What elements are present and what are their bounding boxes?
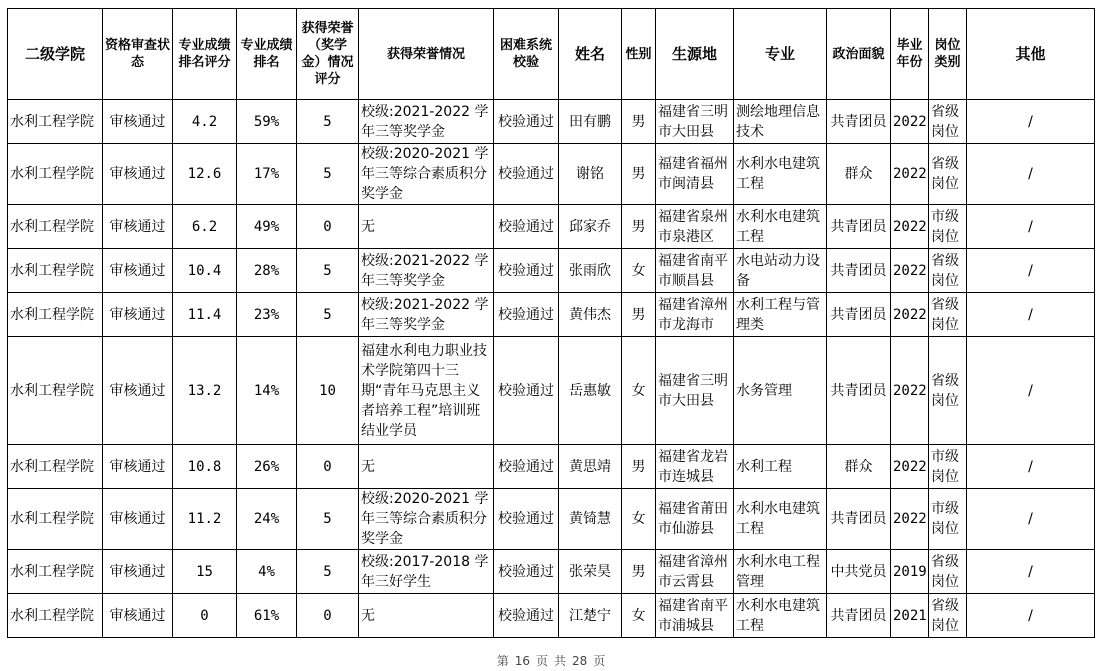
cell-honor: 校级:2020-2021 学年三等综合素质积分奖学金 bbox=[359, 489, 494, 550]
cell-rank: 59% bbox=[237, 100, 297, 144]
cell-post-type: 省级岗位 bbox=[929, 144, 967, 205]
cell-rank: 24% bbox=[237, 489, 297, 550]
cell-gender: 女 bbox=[622, 337, 656, 445]
table-row bbox=[8, 293, 1095, 337]
cell-political: 共青团员 bbox=[827, 337, 891, 445]
cell-origin: 福建省漳州市云霄县 bbox=[656, 550, 734, 594]
cell-gender: 女 bbox=[622, 594, 656, 638]
cell-post-type: 市级岗位 bbox=[929, 489, 967, 550]
cell-college: 水利工程学院 bbox=[8, 337, 103, 445]
cell-name: 张雨欣 bbox=[559, 249, 622, 293]
cell-college: 水利工程学院 bbox=[8, 293, 103, 337]
cell-honor-score: 5 bbox=[297, 100, 359, 144]
cell-grad-year: 2019 bbox=[891, 550, 929, 594]
cell-college: 水利工程学院 bbox=[8, 550, 103, 594]
cell-major: 水利水电建筑工程 bbox=[734, 489, 827, 550]
cell-review-status: 审核通过 bbox=[103, 594, 173, 638]
cell-college: 水利工程学院 bbox=[8, 489, 103, 550]
cell-gender: 男 bbox=[622, 144, 656, 205]
cell-grad-year: 2022 bbox=[891, 144, 929, 205]
table-body bbox=[8, 100, 1095, 638]
cell-honor: 校级:2021-2022 学年三等奖学金 bbox=[359, 293, 494, 337]
cell-origin: 福建省漳州市龙海市 bbox=[656, 293, 734, 337]
cell-rank: 28% bbox=[237, 249, 297, 293]
cell-poverty-check: 校验通过 bbox=[494, 489, 559, 550]
cell-review-status: 审核通过 bbox=[103, 293, 173, 337]
cell-poverty-check: 校验通过 bbox=[494, 293, 559, 337]
candidate-table bbox=[7, 8, 1095, 638]
cell-major: 水利水电工程管理 bbox=[734, 550, 827, 594]
cell-political: 共青团员 bbox=[827, 205, 891, 249]
cell-rank: 14% bbox=[237, 337, 297, 445]
cell-name: 邱家乔 bbox=[559, 205, 622, 249]
page-footer bbox=[0, 652, 1102, 669]
table-row bbox=[8, 205, 1095, 249]
table-row bbox=[8, 594, 1095, 638]
cell-honor-score: 0 bbox=[297, 594, 359, 638]
cell-college: 水利工程学院 bbox=[8, 594, 103, 638]
cell-honor: 无 bbox=[359, 594, 494, 638]
cell-other: / bbox=[967, 100, 1095, 144]
cell-college: 水利工程学院 bbox=[8, 205, 103, 249]
cell-review-status: 审核通过 bbox=[103, 337, 173, 445]
cell-gender: 男 bbox=[622, 100, 656, 144]
cell-other: / bbox=[967, 489, 1095, 550]
cell-name: 岳惠敏 bbox=[559, 337, 622, 445]
cell-rank-score: 11.4 bbox=[173, 293, 237, 337]
cell-other: / bbox=[967, 550, 1095, 594]
footer-total-pages: 28 bbox=[572, 654, 588, 668]
cell-honor-score: 5 bbox=[297, 293, 359, 337]
cell-name: 谢铭 bbox=[559, 144, 622, 205]
header-political: 政治面貌 bbox=[827, 9, 891, 100]
cell-poverty-check: 校验通过 bbox=[494, 594, 559, 638]
cell-origin: 福建省南平市顺昌县 bbox=[656, 249, 734, 293]
cell-name: 黄思靖 bbox=[559, 445, 622, 489]
cell-origin: 福建省龙岩市连城县 bbox=[656, 445, 734, 489]
cell-other: / bbox=[967, 205, 1095, 249]
cell-grad-year: 2022 bbox=[891, 249, 929, 293]
cell-post-type: 省级岗位 bbox=[929, 594, 967, 638]
cell-college: 水利工程学院 bbox=[8, 144, 103, 205]
header-review-status: 资格审查状态 bbox=[103, 9, 173, 100]
header-post-type: 岗位类别 bbox=[929, 9, 967, 100]
cell-post-type: 省级岗位 bbox=[929, 293, 967, 337]
cell-name: 黄伟杰 bbox=[559, 293, 622, 337]
cell-rank: 4% bbox=[237, 550, 297, 594]
table-row bbox=[8, 550, 1095, 594]
cell-major: 水利水电建筑工程 bbox=[734, 205, 827, 249]
cell-rank-score: 0 bbox=[173, 594, 237, 638]
cell-gender: 男 bbox=[622, 550, 656, 594]
cell-origin: 福建省莆田市仙游县 bbox=[656, 489, 734, 550]
cell-major: 水务管理 bbox=[734, 337, 827, 445]
cell-post-type: 省级岗位 bbox=[929, 100, 967, 144]
cell-major: 水利水电建筑工程 bbox=[734, 144, 827, 205]
header-origin: 生源地 bbox=[656, 9, 734, 100]
cell-honor: 福建水利电力职业技术学院第四十三期“青年马克思主义者培养工程”培训班结业学员 bbox=[359, 337, 494, 445]
header-major: 专业 bbox=[734, 9, 827, 100]
cell-grad-year: 2022 bbox=[891, 100, 929, 144]
header-gender: 性别 bbox=[622, 9, 656, 100]
cell-grad-year: 2022 bbox=[891, 445, 929, 489]
cell-major: 水利水电建筑工程 bbox=[734, 594, 827, 638]
cell-review-status: 审核通过 bbox=[103, 445, 173, 489]
footer-total-word: 共 bbox=[554, 654, 567, 668]
table-row bbox=[8, 100, 1095, 144]
cell-major: 水利工程 bbox=[734, 445, 827, 489]
cell-name: 田有鹏 bbox=[559, 100, 622, 144]
cell-political: 中共党员 bbox=[827, 550, 891, 594]
cell-name: 江楚宁 bbox=[559, 594, 622, 638]
cell-grad-year: 2021 bbox=[891, 594, 929, 638]
cell-other: / bbox=[967, 144, 1095, 205]
cell-origin: 福建省三明市大田县 bbox=[656, 100, 734, 144]
cell-political: 共青团员 bbox=[827, 293, 891, 337]
cell-post-type: 市级岗位 bbox=[929, 205, 967, 249]
cell-honor-score: 5 bbox=[297, 144, 359, 205]
cell-rank-score: 15 bbox=[173, 550, 237, 594]
footer-page-number: 16 bbox=[514, 654, 530, 668]
table-row bbox=[8, 249, 1095, 293]
cell-review-status: 审核通过 bbox=[103, 489, 173, 550]
cell-honor: 校级:2020-2021 学年三等综合素质积分奖学金 bbox=[359, 144, 494, 205]
cell-origin: 福建省南平市浦城县 bbox=[656, 594, 734, 638]
cell-honor-score: 5 bbox=[297, 249, 359, 293]
cell-political: 共青团员 bbox=[827, 489, 891, 550]
header-poverty-check: 困难系统校验 bbox=[494, 9, 559, 100]
cell-other: / bbox=[967, 337, 1095, 445]
cell-review-status: 审核通过 bbox=[103, 100, 173, 144]
table-row bbox=[8, 445, 1095, 489]
cell-origin: 福建省泉州市泉港区 bbox=[656, 205, 734, 249]
cell-origin: 福建省福州市闽清县 bbox=[656, 144, 734, 205]
cell-rank-score: 10.4 bbox=[173, 249, 237, 293]
cell-honor: 无 bbox=[359, 205, 494, 249]
cell-poverty-check: 校验通过 bbox=[494, 337, 559, 445]
cell-grad-year: 2022 bbox=[891, 489, 929, 550]
header-other: 其他 bbox=[967, 9, 1095, 100]
header-college: 二级学院 bbox=[8, 9, 103, 100]
table-header-row bbox=[8, 9, 1095, 100]
cell-post-type: 省级岗位 bbox=[929, 249, 967, 293]
cell-rank: 17% bbox=[237, 144, 297, 205]
cell-review-status: 审核通过 bbox=[103, 249, 173, 293]
cell-gender: 男 bbox=[622, 445, 656, 489]
header-honor: 获得荣誉情况 bbox=[359, 9, 494, 100]
cell-honor-score: 5 bbox=[297, 489, 359, 550]
cell-review-status: 审核通过 bbox=[103, 144, 173, 205]
cell-post-type: 省级岗位 bbox=[929, 337, 967, 445]
cell-poverty-check: 校验通过 bbox=[494, 144, 559, 205]
cell-rank-score: 13.2 bbox=[173, 337, 237, 445]
cell-honor: 校级:2021-2022 学年三等奖学金 bbox=[359, 249, 494, 293]
table-row bbox=[8, 489, 1095, 550]
cell-poverty-check: 校验通过 bbox=[494, 249, 559, 293]
cell-rank-score: 12.6 bbox=[173, 144, 237, 205]
cell-political: 群众 bbox=[827, 445, 891, 489]
cell-honor-score: 5 bbox=[297, 550, 359, 594]
cell-name: 黄锜慧 bbox=[559, 489, 622, 550]
cell-review-status: 审核通过 bbox=[103, 205, 173, 249]
footer-prefix: 第 bbox=[496, 654, 509, 668]
header-name: 姓名 bbox=[559, 9, 622, 100]
cell-other: / bbox=[967, 249, 1095, 293]
cell-major: 水电站动力设备 bbox=[734, 249, 827, 293]
cell-post-type: 市级岗位 bbox=[929, 445, 967, 489]
cell-college: 水利工程学院 bbox=[8, 100, 103, 144]
cell-college: 水利工程学院 bbox=[8, 445, 103, 489]
cell-major: 测绘地理信息技术 bbox=[734, 100, 827, 144]
cell-rank-score: 11.2 bbox=[173, 489, 237, 550]
header-honor-score: 获得荣誉（奖学金）情况评分 bbox=[297, 9, 359, 100]
cell-rank: 26% bbox=[237, 445, 297, 489]
cell-other: / bbox=[967, 445, 1095, 489]
cell-rank: 61% bbox=[237, 594, 297, 638]
cell-gender: 男 bbox=[622, 205, 656, 249]
cell-honor-score: 10 bbox=[297, 337, 359, 445]
cell-political: 共青团员 bbox=[827, 100, 891, 144]
cell-rank-score: 6.2 bbox=[173, 205, 237, 249]
table-row bbox=[8, 337, 1095, 445]
cell-other: / bbox=[967, 293, 1095, 337]
footer-suffix: 页 bbox=[593, 654, 606, 668]
cell-review-status: 审核通过 bbox=[103, 550, 173, 594]
cell-political: 群众 bbox=[827, 144, 891, 205]
cell-grad-year: 2022 bbox=[891, 337, 929, 445]
header-rank: 专业成绩排名 bbox=[237, 9, 297, 100]
cell-honor-score: 0 bbox=[297, 205, 359, 249]
cell-political: 共青团员 bbox=[827, 249, 891, 293]
cell-post-type: 省级岗位 bbox=[929, 550, 967, 594]
cell-rank: 49% bbox=[237, 205, 297, 249]
cell-honor: 无 bbox=[359, 445, 494, 489]
cell-grad-year: 2022 bbox=[891, 293, 929, 337]
header-grad-year: 毕业年份 bbox=[891, 9, 929, 100]
table-row bbox=[8, 144, 1095, 205]
cell-honor-score: 0 bbox=[297, 445, 359, 489]
cell-major: 水利工程与管理类 bbox=[734, 293, 827, 337]
cell-honor: 校级:2017-2018 学年三好学生 bbox=[359, 550, 494, 594]
cell-other: / bbox=[967, 594, 1095, 638]
cell-rank: 23% bbox=[237, 293, 297, 337]
cell-gender: 女 bbox=[622, 489, 656, 550]
cell-gender: 女 bbox=[622, 249, 656, 293]
cell-rank-score: 10.8 bbox=[173, 445, 237, 489]
cell-grad-year: 2022 bbox=[891, 205, 929, 249]
cell-poverty-check: 校验通过 bbox=[494, 205, 559, 249]
header-rank-score: 专业成绩排名评分 bbox=[173, 9, 237, 100]
cell-origin: 福建省三明市大田县 bbox=[656, 337, 734, 445]
cell-rank-score: 4.2 bbox=[173, 100, 237, 144]
footer-page-word: 页 bbox=[535, 654, 548, 668]
cell-poverty-check: 校验通过 bbox=[494, 100, 559, 144]
cell-poverty-check: 校验通过 bbox=[494, 445, 559, 489]
cell-gender: 男 bbox=[622, 293, 656, 337]
cell-college: 水利工程学院 bbox=[8, 249, 103, 293]
cell-name: 张荣昊 bbox=[559, 550, 622, 594]
cell-political: 共青团员 bbox=[827, 594, 891, 638]
cell-honor: 校级:2021-2022 学年三等奖学金 bbox=[359, 100, 494, 144]
cell-poverty-check: 校验通过 bbox=[494, 550, 559, 594]
